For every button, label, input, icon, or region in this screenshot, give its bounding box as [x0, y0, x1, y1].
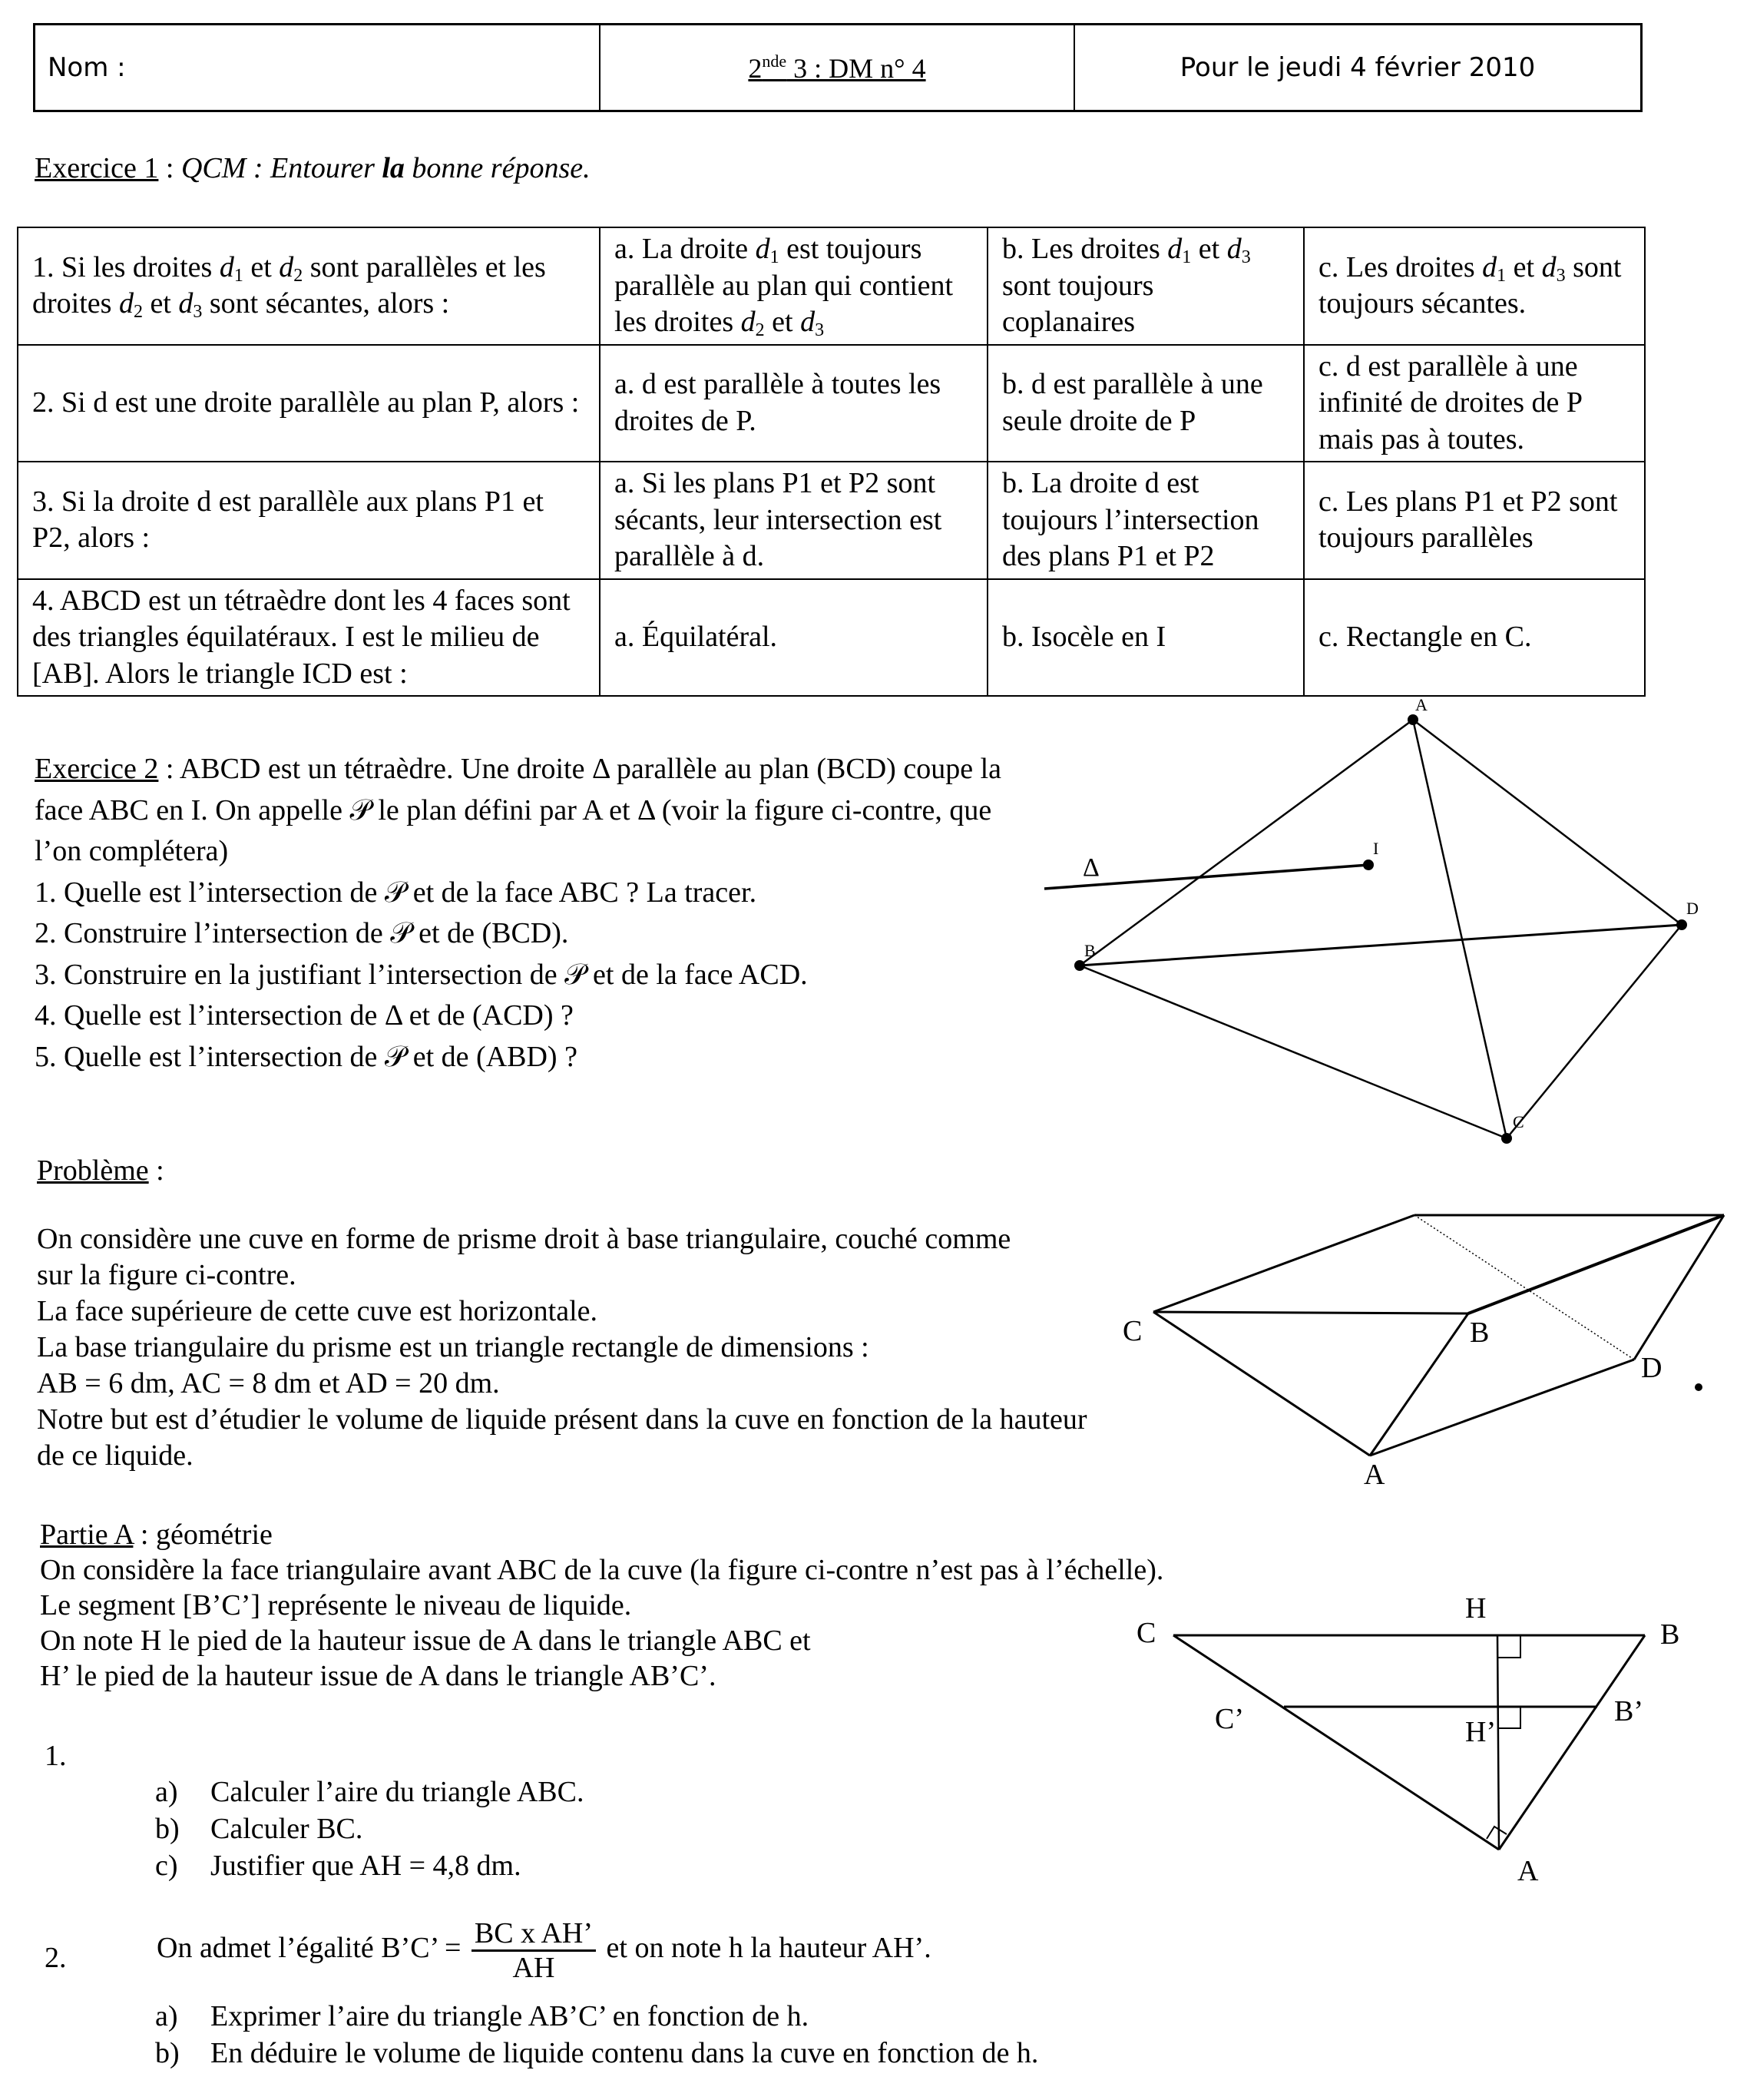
q2-fraction — [471, 1917, 596, 1984]
partA-q1b — [155, 1811, 362, 1847]
prism-label-a: A — [1364, 1459, 1385, 1491]
problem-paragraph-2: La face supérieure de cette cuve est horizontale. — [37, 1295, 598, 1327]
hidden-edge — [1414, 1215, 1634, 1360]
exercise2-question-2: 2. Construire l’intersection de 𝒫 et de (BCD). — [35, 917, 569, 949]
q2-fraction-numerator: BC x AH’ — [471, 1917, 596, 1952]
tri-label-c: C — [1136, 1617, 1156, 1649]
qcm-text: a. La droite — [614, 233, 756, 265]
qcm-answer-3a[interactable]: a. Si les plans P1 et P2 sont sécants, leur intersection est parallèle à d. — [600, 462, 988, 579]
problem-title: Problème — [37, 1154, 149, 1187]
exercise2-text — [35, 749, 1002, 1078]
math-variable: d — [740, 306, 756, 338]
math-variable: d — [800, 306, 816, 338]
label-b: B — [1084, 941, 1096, 960]
tri-label-b: B — [1660, 1618, 1680, 1651]
point-b — [1074, 960, 1085, 971]
partA-text — [40, 1517, 1164, 1694]
qcm-text: sont sécantes, alors : — [202, 287, 450, 320]
name-field — [35, 25, 601, 110]
math-variable: d — [1482, 250, 1497, 283]
q2-before: On admet l’égalité B’C’ = — [157, 1932, 462, 1965]
math-subscript: 1 — [233, 265, 243, 286]
tri-label-h: H — [1465, 1592, 1487, 1625]
exercise2-question-4: 4. Quelle est l’intersection de Δ et de (ACD) ? — [35, 999, 574, 1032]
math-subscript: 1 — [1497, 265, 1507, 286]
edge-ad — [1370, 1360, 1634, 1456]
partA-q2a — [155, 1999, 809, 2034]
due-date-text: Pour le jeudi 4 février 2010 — [1180, 52, 1536, 83]
qcm-row-4 — [18, 579, 1645, 697]
qcm-answer-2b[interactable]: b. d est parallèle à une seule droite de P — [988, 345, 1304, 462]
point-i — [1363, 860, 1374, 870]
exercise2-question-5: 5. Quelle est l’intersection de 𝒫 et de (ABD) ? — [35, 1040, 577, 1073]
qcm-answer-1b[interactable] — [988, 227, 1304, 345]
q1c-text: Justifier que AH = 4,8 dm. — [210, 1850, 521, 1882]
edge-ba — [1370, 1313, 1468, 1456]
edge-ac — [1413, 720, 1507, 1138]
prism-label-b: B — [1470, 1317, 1490, 1349]
q2-fraction-denominator: AH — [512, 1952, 555, 1984]
header-box — [33, 23, 1643, 112]
exercise1-instruction-rest: bonne réponse. — [404, 152, 591, 184]
stray-dot — [1695, 1383, 1702, 1391]
class-level-sup: nde — [762, 51, 787, 71]
qcm-text: c. Les droites — [1318, 250, 1483, 283]
prism-label-c: C — [1123, 1315, 1143, 1347]
label-delta: Δ — [1083, 853, 1100, 882]
qcm-answer-4b[interactable]: b. Isocèle en I — [988, 579, 1304, 697]
edge-b-top — [1468, 1215, 1724, 1313]
qcm-answer-2c[interactable]: c. d est parallèle à une infinité de droites de P mais pas à toutes. — [1304, 345, 1645, 462]
qcm-text: et — [1506, 250, 1542, 283]
edge-cb — [1153, 1312, 1468, 1313]
partA-q2-number: 2. — [45, 1942, 67, 1974]
partA-line-4: H’ le pied de la hauteur issue de A dans le triangle AB’C’. — [40, 1660, 716, 1692]
exercise2-question-3: 3. Construire en la justifiant l’intersection de 𝒫 et de la face ACD. — [35, 958, 808, 991]
q1a-text: Calculer l’aire du triangle ABC. — [210, 1776, 584, 1808]
point-c — [1501, 1133, 1512, 1144]
math-subscript: 3 — [815, 320, 825, 340]
exercise2-question-1: 1. Quelle est l’intersection de 𝒫 et de la face ABC ? La tracer. — [35, 876, 757, 909]
qcm-answer-4c[interactable]: c. Rectangle en C. — [1304, 579, 1645, 697]
math-subscript: 3 — [1241, 247, 1251, 267]
segment-ba — [1499, 1635, 1645, 1850]
qcm-answer-3b[interactable]: b. La droite d est toujours l’intersection des plans P1 et P2 — [988, 462, 1304, 579]
math-variable: d — [219, 250, 234, 283]
math-subscript: 3 — [193, 302, 203, 323]
partA-q2b — [155, 2035, 1038, 2071]
point-d — [1676, 919, 1687, 930]
qcm-question-2: 2. Si d est une droite parallèle au plan P, alors : — [18, 345, 600, 462]
partA-heading — [40, 1517, 1130, 1552]
math-variable: d — [279, 250, 294, 283]
exercise1-heading — [35, 150, 591, 187]
problem-title-suffix: : — [148, 1154, 164, 1187]
qcm-answer-1c[interactable] — [1304, 227, 1645, 345]
tetrahedron-figure — [1029, 691, 1735, 1152]
partA-line-3: On note H le pied de la hauteur issue de A dans le triangle ABC et — [40, 1625, 811, 1657]
qcm-text: et — [142, 287, 179, 320]
label-i: I — [1373, 839, 1379, 858]
q1a-label: a) — [155, 1776, 178, 1808]
q1c-label: c) — [155, 1850, 178, 1882]
qcm-row-2 — [18, 345, 1645, 462]
q2a-text: Exprimer l’aire du triangle AB’C’ en fonction de h. — [210, 2000, 809, 2032]
qcm-text: et — [243, 250, 280, 283]
edge-ad — [1413, 720, 1682, 925]
qcm-answer-3c[interactable]: c. Les plans P1 et P2 sont toujours parallèles — [1304, 462, 1645, 579]
edge-bc — [1080, 966, 1507, 1138]
q2b-label: b) — [155, 2037, 180, 2069]
label-a: A — [1415, 695, 1428, 714]
exercise1-instruction-bold: la — [382, 152, 405, 184]
prism-figure — [1106, 1198, 1735, 1505]
tri-label-h-prime: H’ — [1465, 1716, 1497, 1748]
partA-title: Partie A — [40, 1519, 134, 1551]
qcm-text: est toujours parallèle au plan qui contient les droites — [614, 233, 954, 338]
qcm-row-1 — [18, 227, 1645, 345]
exercise2-intro — [35, 749, 1002, 873]
qcm-text: 1. Si les droites — [32, 250, 220, 283]
qcm-answer-2a[interactable]: a. d est parallèle à toutes les droites de P. — [600, 345, 988, 462]
qcm-text: b. Les droites — [1002, 233, 1168, 265]
q2b-text: En déduire le volume de liquide contenu dans la cuve en fonction de h. — [210, 2037, 1039, 2069]
problem-paragraph-1: On considère une cuve en forme de prisme droit à base triangulaire, couché comme sur la figure ci-contre. — [37, 1223, 1011, 1291]
label-c: C — [1513, 1112, 1524, 1131]
math-variable: d — [1167, 233, 1183, 265]
q2-after: et on note h la hauteur AH’. — [606, 1932, 931, 1965]
qcm-text: sont parallèles et les droites — [32, 250, 546, 320]
right-angle-h2 — [1497, 1707, 1520, 1728]
right-angle-h — [1497, 1635, 1520, 1658]
math-subscript: 1 — [769, 247, 779, 267]
exercise1-title: Exercice 1 — [35, 152, 159, 184]
triangle-figure — [1106, 1582, 1735, 1905]
qcm-row-3 — [18, 462, 1645, 579]
qcm-question-4: 4. ABCD est un tétraèdre dont les 4 faces sont des triangles équilatéraux. I est le milieu de [AB]. Alors le triangle ICD est : — [18, 579, 600, 697]
math-variable: d — [178, 287, 194, 320]
qcm-answer-4a[interactable]: a. Équilatéral. — [600, 579, 988, 697]
math-variable: d — [118, 287, 134, 320]
due-date — [1075, 25, 1640, 110]
math-subscript: 2 — [133, 302, 143, 323]
qcm-table — [17, 227, 1646, 697]
class-title-text — [748, 51, 925, 84]
partA-q2-statement — [157, 1917, 931, 1984]
class-level: 2 — [748, 52, 763, 84]
math-subscript: 1 — [1182, 247, 1192, 267]
exercise1-separator: : — [158, 152, 181, 184]
qcm-text: sont toujours coplanaires — [1002, 269, 1154, 338]
math-subscript: 2 — [755, 320, 765, 340]
tri-label-b-prime: B’ — [1614, 1695, 1643, 1727]
class-assignment: 3 : DM n° 4 — [786, 52, 926, 84]
segment-ca — [1173, 1635, 1499, 1850]
qcm-answer-1a[interactable] — [600, 227, 988, 345]
qcm-text: sont toujours sécantes. — [1318, 250, 1622, 320]
partA-q1c — [155, 1848, 521, 1883]
problem-paragraph-4: AB = 6 dm, AC = 8 dm et AD = 20 dm. — [37, 1367, 500, 1399]
edge-d-top — [1634, 1215, 1724, 1360]
exercise2-title: Exercice 2 — [35, 753, 159, 785]
edge-bd — [1080, 925, 1682, 966]
class-title — [601, 25, 1075, 110]
problem-paragraph-3: La base triangulaire du prisme est un triangle rectangle de dimensions : — [37, 1331, 869, 1363]
math-variable: d — [1226, 233, 1242, 265]
partA-q1-number: 1. — [45, 1740, 67, 1772]
label-d: D — [1686, 899, 1699, 918]
math-subscript: 3 — [1556, 265, 1566, 286]
math-subscript: 2 — [293, 265, 303, 286]
q2a-label: a) — [155, 2000, 178, 2032]
partA-line-2: Le segment [B’C’] représente le niveau de liquide. — [40, 1589, 632, 1621]
problem-text — [37, 1221, 1112, 1474]
qcm-question-3: 3. Si la droite d est parallèle aux plans P1 et P2, alors : — [18, 462, 600, 579]
tri-label-c-prime: C’ — [1215, 1703, 1244, 1735]
problem-heading — [37, 1152, 164, 1190]
math-variable: d — [1541, 250, 1557, 283]
altitude-ah — [1497, 1635, 1499, 1850]
prism-label-d: D — [1641, 1352, 1663, 1384]
edge-ab — [1080, 720, 1413, 966]
tri-label-a: A — [1517, 1855, 1539, 1887]
qcm-text: et — [1191, 233, 1227, 265]
q1b-text: Calculer BC. — [210, 1813, 363, 1845]
partA-title-suffix: : géométrie — [133, 1519, 273, 1551]
partA-q1a — [155, 1774, 584, 1810]
edge-c-top — [1153, 1215, 1414, 1312]
exercise2-intro-text: : ABCD est un tétraèdre. Une droite Δ parallèle au plan (BCD) coupe la face ABC en I. On appelle 𝒫 le plan défini par A et Δ (voir la figure ci-contre, que l’on complétera) — [35, 753, 1001, 867]
exercise1-instruction: QCM : Entourer — [180, 152, 382, 184]
math-variable: d — [755, 233, 770, 265]
qcm-text: et — [764, 306, 801, 338]
edge-ca — [1153, 1312, 1370, 1456]
q1b-label: b) — [155, 1813, 180, 1845]
partA-line-1: On considère la face triangulaire avant ABC de la cuve (la figure ci-contre n’est pas à l’échelle). — [40, 1554, 1164, 1586]
point-a — [1408, 714, 1418, 725]
edge-cd — [1507, 925, 1682, 1138]
problem-paragraph-5: Notre but est d’étudier le volume de liquide présent dans la cuve en fonction de la hauteur de ce liquide. — [37, 1403, 1087, 1472]
name-label: Nom : — [48, 52, 126, 83]
qcm-question-1 — [18, 227, 600, 345]
right-angle-a — [1487, 1827, 1507, 1839]
